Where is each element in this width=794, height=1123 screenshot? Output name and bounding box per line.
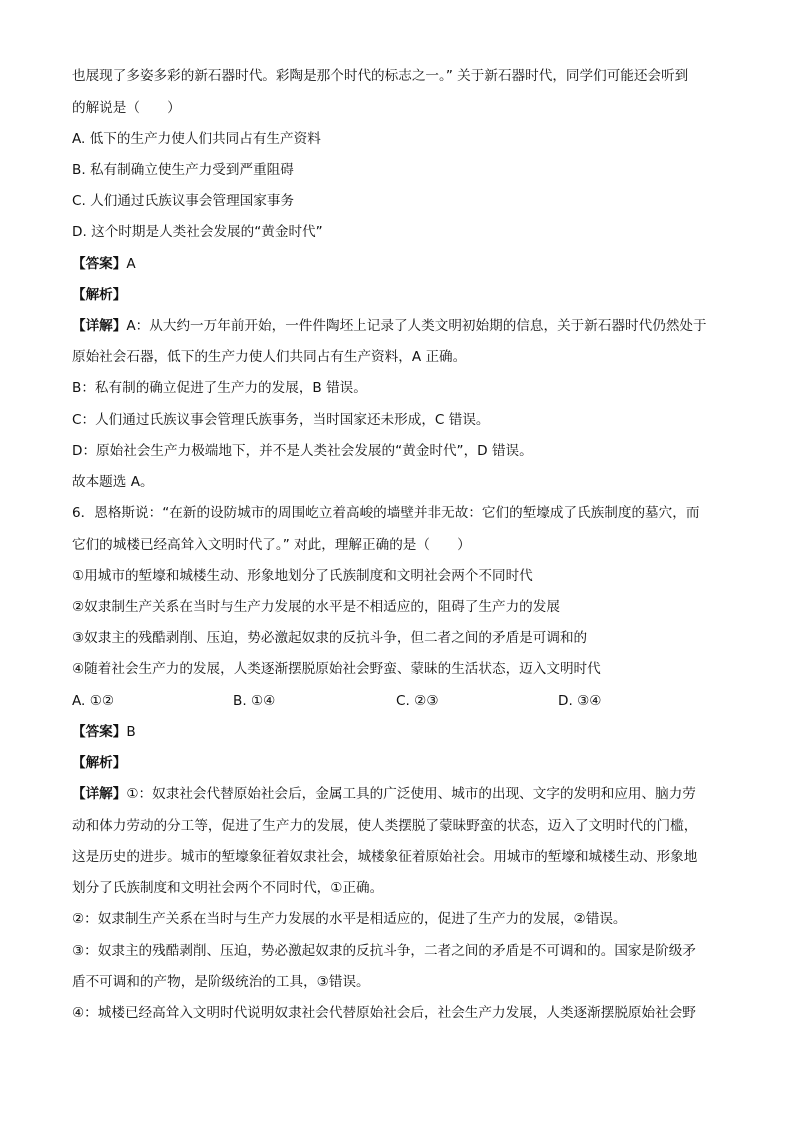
q5-option-d: D. 这个时期是人类社会发展的“黄金时代” (72, 224, 323, 240)
q5-option-c: C. 人们通过氏族议事会管理国家事务 (72, 193, 295, 209)
q6-detail-line-7: 盾不可调和的产物，是阶级统治的工具，③错误。 (72, 974, 370, 990)
q6-analysis-tag: 【解析】 (72, 755, 127, 771)
q5-answer-value: A (126, 256, 136, 272)
q5-option-b: B. 私有制确立使生产力受到严重阻碍 (72, 162, 294, 178)
q5-detail-line-4: C：人们通过氏族议事会管理氏族事务，当时国家还未形成，C 错误。 (72, 412, 490, 428)
q6-option-c: C. ②③ (396, 693, 439, 709)
q6-stem-line-2: 它们的城楼已经高耸入文明时代了。” 对此，理解正确的是（ ） (72, 537, 471, 553)
q6-statement-3: ③奴隶主的残酷剥削、压迫，势必激起奴隶的反抗斗争，但二者之间的矛盾是可调和的 (72, 630, 588, 646)
q5-option-a: A. 低下的生产力使人们共同占有生产资料 (72, 131, 321, 147)
q5-detail-text-1: A：从大约一万年前开始，一件件陶坯上记录了人类文明初始期的信息，关于新石器时代仍然处于 (126, 318, 707, 334)
q6-detail-line-2: 动和体力劳动的分工等，促进了生产力的发展，使人类摆脱了蒙昧野蛮的状态，迈入了文明时代的门槛， (72, 818, 698, 834)
q5-stem-line-2: 的解说是（ ） (72, 100, 181, 116)
q5-detail-line-3: B：私有制的确立促进了生产力的发展，B 错误。 (72, 380, 367, 396)
q6-detail-line-6: ③：奴隶主的残酷剥削、压迫，势必激起奴隶的反抗斗争，二者之间的矛盾是不可调和的。国家是阶级矛 (72, 943, 696, 959)
q6-option-d: D. ③④ (558, 693, 602, 709)
q6-detail-line-5: ②：奴隶制生产关系在当时与生产力发展的水平是相适应的，促进了生产力的发展，②错误。 (72, 911, 627, 927)
q5-stem-line-1: 也展现了多姿多彩的新石器时代。彩陶是那个时代的标志之一。” 关于新石器时代，同学们可能还会听到 (72, 68, 689, 84)
q6-stem-line-1: 6．恩格斯说：“在新的设防城市的周围屹立着高峻的墙壁并非无故：它们的堑壕成了氏族制度的墓穴，而 (72, 505, 700, 521)
q5-detail-line-2: 原始社会石器，低下的生产力使人们共同占有生产资料，A 正确。 (72, 349, 467, 365)
q6-detail-line-3: 这是历史的进步。城市的堑壕象征着奴隶社会，城楼象征着原始社会。用城市的堑壕和城楼生动、形象地 (72, 849, 698, 865)
q6-detail-tag: 【详解】 (72, 786, 127, 802)
q5-detail-line-1 (72, 316, 732, 336)
q6-detail-line-4: 划分了氏族制度和文明社会两个不同时代，①正确。 (72, 880, 384, 896)
q6-statement-4: ④随着社会生产力的发展，人类逐渐摆脱原始社会野蛮、蒙昧的生活状态，迈入文明时代 (72, 661, 601, 677)
q5-answer (72, 254, 732, 274)
q6-answer-value: B (126, 724, 136, 740)
q6-option-a: A. ①② (72, 693, 115, 709)
q6-detail-text-1: ①：奴隶社会代替原始社会后，金属工具的广泛使用、城市的出现、文字的发明和应用、脑力劳 (126, 786, 696, 802)
q5-detail-tag: 【详解】 (72, 318, 127, 334)
q5-answer-tag: 【答案】 (72, 256, 127, 272)
q6-detail-line-8: ④：城楼已经高耸入文明时代说明奴隶社会代替原始社会后，社会生产力发展，人类逐渐摆脱原始社会野 (72, 1005, 696, 1021)
q6-answer-tag: 【答案】 (72, 724, 127, 740)
q6-statement-2: ②奴隶制生产关系在当时与生产力发展的水平是不相适应的，阻碍了生产力的发展 (72, 599, 560, 615)
q5-analysis-tag: 【解析】 (72, 287, 127, 303)
q6-statement-1: ①用城市的堑壕和城楼生动、形象地划分了氏族制度和文明社会两个不同时代 (72, 568, 533, 584)
q5-conclusion: 故本题选 A。 (72, 474, 154, 490)
q6-answer (72, 722, 732, 742)
q6-option-b: B. ①④ (233, 693, 276, 709)
q5-detail-line-5: D：原始社会生产力极端地下，并不是人类社会发展的“黄金时代”，D 错误。 (72, 443, 533, 459)
q6-detail-line-1 (72, 784, 732, 804)
